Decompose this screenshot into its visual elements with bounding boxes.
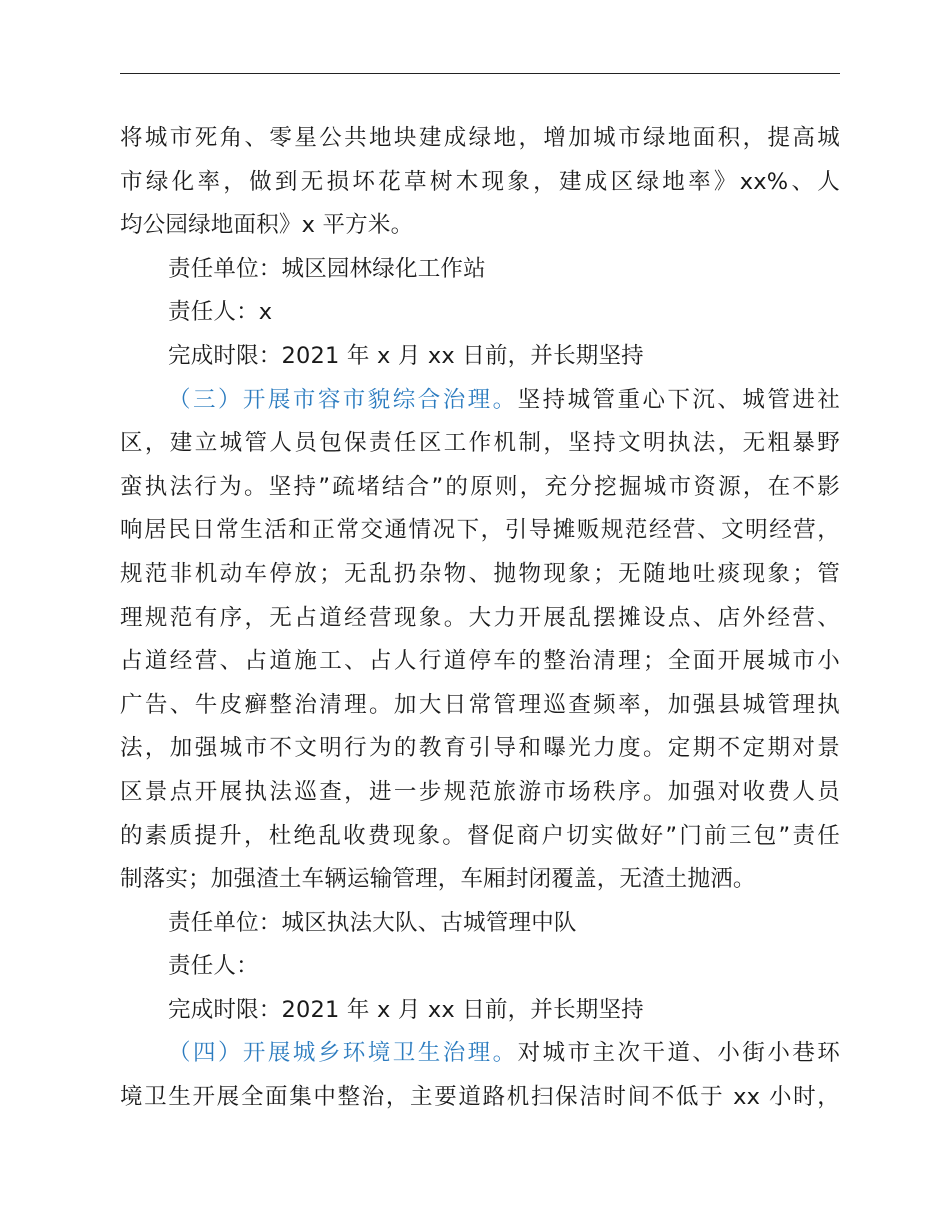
section-heading-3: （三）开展市容市貌综合治理。	[168, 386, 518, 413]
paragraph-line: 广告、牛皮癣整治清理。加大日常管理巡查频率，加强县城管理执	[120, 691, 840, 718]
section-heading-line	[120, 379, 840, 423]
header-rule	[120, 73, 840, 74]
paragraph-line: 境卫生开展全面集中整治，主要道路机扫保洁时间不低于 xx 小时，	[120, 1084, 840, 1111]
deadline-line: 完成时限：2021 年 x 月 xx 日前，并长期坚持	[168, 996, 644, 1023]
paragraph-line: 将城市死角、零星公共地块建成绿地，增加城市绿地面积，提高城	[120, 125, 840, 151]
section-heading-4: （四）开展城乡环境卫生治理。	[168, 1040, 518, 1067]
paragraph-line: 法，加强城市不文明行为的教育引导和曝光力度。定期不定期对景	[120, 735, 840, 762]
paragraph-line: 蛮执法行为。坚持”疏堵结合”的原则，充分挖掘城市资源，在不影	[120, 473, 840, 500]
paragraph-line: 市绿化率，做到无损坏花草树木现象，建成区绿地率》xx%、人	[120, 168, 840, 195]
paragraph-line: 规范非机动车停放；无乱扔杂物、抛物现象；无随地吐痰现象；管	[120, 560, 840, 587]
paragraph-line: 理规范有序，无占道经营现象。大力开展乱摆摊设点、店外经营、	[120, 604, 840, 631]
responsible-person-line: 责任人：	[168, 953, 259, 980]
paragraph-line: 的素质提升，杜绝乱收费现象。督促商户切实做好”门前三包”责任	[120, 822, 840, 849]
paragraph-line: 响居民日常生活和正常交通情况下，引导摊贩规范经营、文明经营，	[120, 517, 840, 544]
section-text: 对城市主次干道、小街小巷环	[517, 1040, 840, 1067]
paragraph-line: 占道经营、占道施工、占人行道停车的整治清理；全面开展城市小	[120, 648, 840, 675]
section-heading-line	[120, 1032, 840, 1076]
deadline-line: 完成时限：2021 年 x 月 xx 日前，并长期坚持	[168, 342, 644, 369]
paragraph-line: 制落实；加强渣土车辆运输管理，车厢封闭覆盖，无渣土抛洒。	[120, 866, 756, 893]
responsible-unit-line: 责任单位：城区园林绿化工作站	[168, 255, 486, 282]
document-body	[120, 117, 840, 1120]
paragraph-line: 区，建立城管人员包保责任区工作机制，坚持文明执法，无粗暴野	[120, 430, 840, 457]
paragraph-line: 区景点开展执法巡查，进一步规范旅游市场秩序。加强对收费人员	[120, 778, 840, 805]
section-text: 坚持城管重心下沉、城管进社	[517, 386, 840, 413]
responsible-person-line: 责任人：x	[168, 299, 273, 326]
paragraph-line: 均公园绿地面积》x 平方米。	[120, 212, 414, 239]
responsible-unit-line: 责任单位：城区执法大队、古城管理中队	[168, 909, 577, 936]
